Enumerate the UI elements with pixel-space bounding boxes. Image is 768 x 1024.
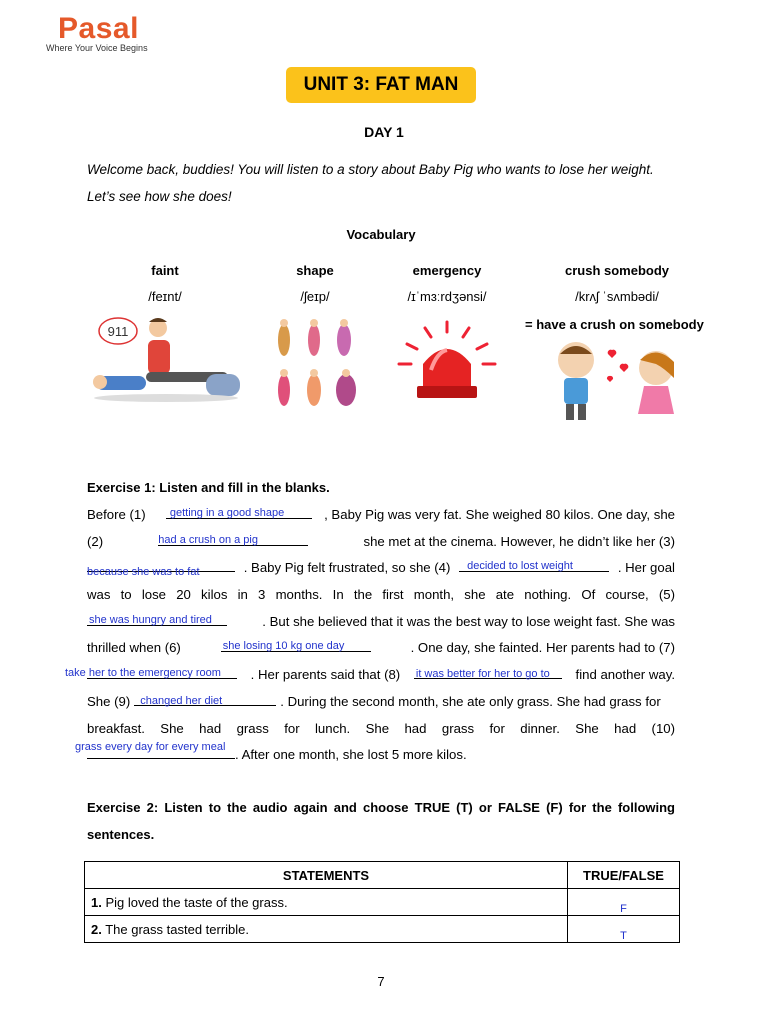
- day-heading: DAY 1: [364, 124, 404, 140]
- vocab-ipa-crush: /krʌʃ ˈsʌmbədi/: [575, 289, 659, 304]
- passage-text: thrilled when (6): [87, 640, 181, 656]
- statement-cell: [85, 889, 568, 916]
- vocab-word-shape: shape: [296, 263, 334, 278]
- exercise-2-title-line-2: sentences.: [87, 827, 155, 842]
- exercise-2-title: [87, 800, 675, 815]
- crush-meaning: = have a crush on somebody: [525, 317, 704, 332]
- true-false-table: [84, 861, 680, 943]
- shape-illustration: [272, 318, 362, 414]
- vocab-word-crush: crush somebody: [564, 263, 670, 278]
- vocabulary-heading: Vocabulary: [346, 227, 416, 242]
- answer-cell[interactable]: F: [568, 889, 680, 916]
- passage-text: . During the second month, she ate only grass. She had grass for: [280, 693, 661, 709]
- statement-text: The grass tasted terrible.: [105, 921, 250, 937]
- blank-9[interactable]: [134, 689, 276, 706]
- table-row: [85, 916, 680, 943]
- passage-text: She (9): [87, 693, 131, 709]
- passage-text: Before (1): [87, 507, 146, 522]
- passage-text: . Her goal: [617, 560, 675, 576]
- intro-line-2: Let’s see how she does!: [87, 189, 232, 204]
- blank-10[interactable]: [75, 741, 235, 759]
- answer-3: because she was to fat: [87, 566, 200, 579]
- answer-8: it was better for her to go to: [415, 668, 550, 681]
- statement-text: Pig loved the taste of the grass.: [105, 894, 288, 910]
- exercise-1-title: Exercise 1: Listen and fill in the blanks.: [87, 480, 330, 495]
- vocab-ipa-shape: /ʃeɪp/: [300, 289, 330, 304]
- passage-text: she met at the cinema. However, he didn’t like her (3): [363, 533, 675, 549]
- true-false-header: TRUE/FALSE: [568, 862, 680, 889]
- passage-text: . Baby Pig felt frustrated, so she (4): [243, 560, 451, 576]
- exercise-1-passage: [65, 502, 675, 769]
- vocab-word-emergency: emergency: [412, 263, 482, 278]
- passage-text: , Baby Pig was very fat. She weighed 80 kilos. One day, she: [324, 507, 675, 522]
- passage-text: find another way.: [575, 667, 675, 683]
- page-number: 7: [377, 974, 385, 989]
- exercise-2-title-line-1: Exercise 2: Listen to the audio again and choose TRUE (T) or FALSE (F) for the following: [87, 800, 675, 815]
- blank-5[interactable]: [87, 609, 227, 626]
- vocab-word-faint: faint: [151, 263, 179, 278]
- statement-cell: [85, 916, 568, 943]
- passage-text: (2): [87, 533, 104, 549]
- faint-illustration: [86, 314, 246, 404]
- passage-text: was to lose 20 kilos in 3 months. In the first month, she ate nothing. Of course, (5): [87, 587, 675, 603]
- emergency-siren-illustration: [395, 320, 500, 402]
- phone-bubble-label: 911: [107, 324, 129, 339]
- blank-7[interactable]: [65, 662, 237, 680]
- passage-text: . Her parents said that (8): [250, 667, 401, 683]
- passage-text: breakfast. She had grass for lunch. She had grass for dinner. She had (10): [87, 720, 675, 736]
- statement-number: 1.: [91, 894, 102, 910]
- crush-illustration: [552, 338, 682, 426]
- blank-2[interactable]: [158, 529, 308, 546]
- answer-2: had a crush on a pig: [158, 533, 258, 546]
- table-row: [85, 889, 680, 916]
- answer-cell[interactable]: T: [568, 916, 680, 943]
- statements-header: STATEMENTS: [85, 862, 568, 889]
- answer-5: she was hungry and tired: [89, 613, 212, 626]
- passage-text: . But she believed that it was the best way to lose weight fast. She was: [262, 613, 675, 629]
- answer-7: take her to the emergency room: [65, 667, 221, 680]
- blank-1[interactable]: [166, 502, 312, 519]
- blank-4[interactable]: [459, 555, 609, 572]
- answer-9: changed her diet: [140, 694, 223, 707]
- blank-3[interactable]: [87, 555, 235, 579]
- vocab-ipa-faint: /feɪnt/: [148, 289, 182, 304]
- blank-6[interactable]: [221, 635, 371, 652]
- answer-10: grass every day for every meal: [75, 741, 226, 754]
- blank-8[interactable]: [414, 662, 562, 679]
- answer-1: getting in a good shape: [169, 507, 285, 519]
- brand-logo: Pasal: [58, 12, 139, 45]
- unit-title: UNIT 3: FAT MAN: [286, 67, 476, 103]
- passage-text: . One day, she fainted. Her parents had to (7): [410, 640, 675, 656]
- statement-number: 2.: [91, 921, 102, 937]
- passage-text: . After one month, she lost 5 more kilos.: [235, 747, 467, 763]
- vocab-ipa-emergency: /ɪˈmɜːrdʒənsi/: [407, 289, 487, 304]
- intro-line-1: Welcome back, buddies! You will listen to a story about Baby Pig who wants to lose her weight.: [87, 162, 654, 177]
- brand-tagline: Where Your Voice Begins: [46, 43, 148, 53]
- answer-6: she losing 10 kg one day: [222, 640, 345, 653]
- answer-4: decided to lost weight: [467, 560, 573, 573]
